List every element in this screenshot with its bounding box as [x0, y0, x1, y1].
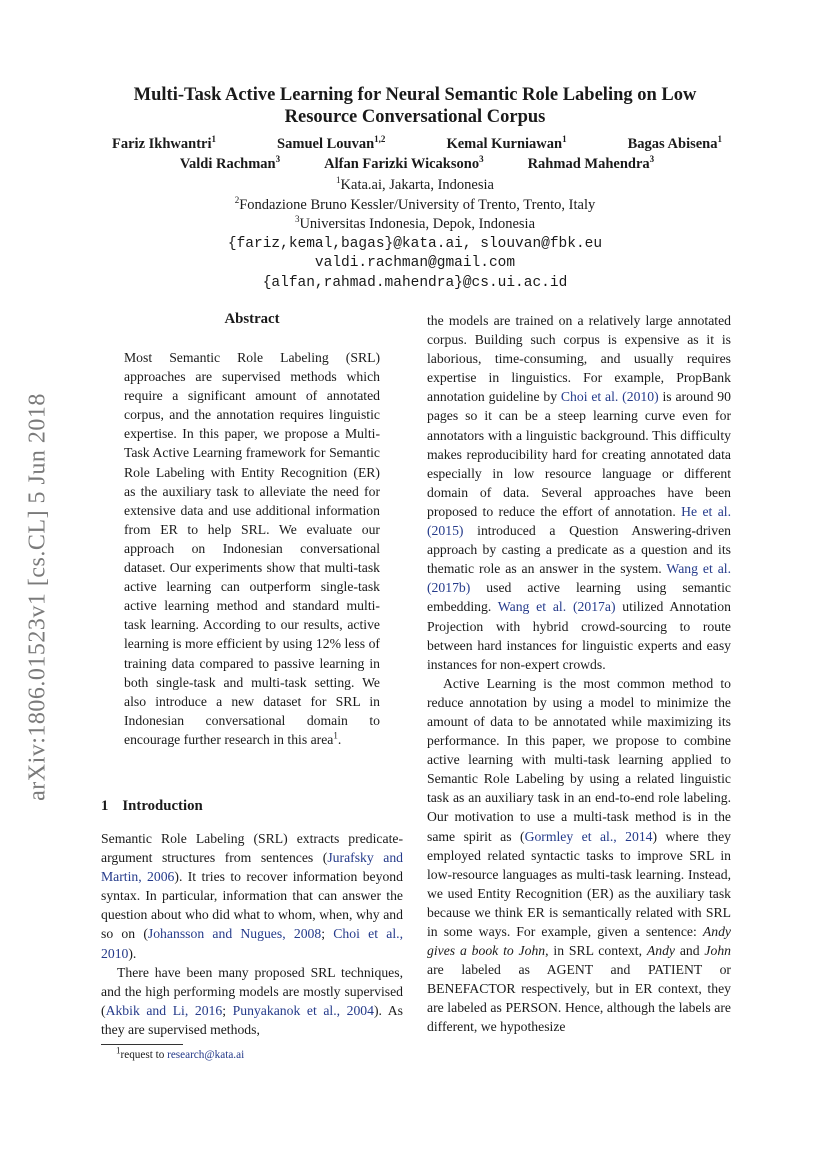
email-line: {fariz,kemal,bagas}@kata.ai, slouvan@fbk.eu [227, 235, 603, 252]
author: Samuel Louvan$^{1,2}$ [277, 134, 386, 152]
email-line: valdi.rachman@gmail.com [314, 255, 516, 271]
citation-link[interactable]: Wang et al. (2017b) [427, 561, 731, 596]
intro-paragraph-1: Semantic Role Labeling (SRL) extracts predicate-argument structures from sentences (Jurafsky and Martin, 2006). It tries to recover information beyond syntax. In particular, information that can answer the question about who did what to whom, when, why and so on (Johansson and Nugues, 2008; Choi et al., 2010). There have been many proposed SRL techniques, and the high performing models are mostly supervised (Akbik and Li, 2016; Punyakanok et al., 2004). As they are supervised methods, [101, 831, 404, 1037]
title-line-1: Multi-Task Active Learning for Neural Semantic Role Labeling on Low [133, 85, 697, 105]
citation-link[interactable]: He et al. (2015) [427, 503, 731, 539]
footnote: $^1$request to research@kata.ai [116, 1045, 245, 1061]
author-list-row-2 [112, 156, 722, 173]
author: Valdi Rachman$^3$ [179, 154, 281, 172]
citation-link[interactable]: Punyakanok et al., 2004 [232, 1002, 374, 1018]
citation-link[interactable]: Jurafsky and Martin, 2006 [101, 850, 404, 885]
citation-link[interactable]: Choi et al. (2010) [560, 389, 659, 405]
email-line: {alfan,rahmad.mahendra}@cs.ui.ac.id [262, 274, 568, 291]
author: Kemal Kurniawan$^1$ [446, 134, 567, 152]
affiliation: $^2$Fondazione Bruno Kessler/University of Trento, Trento, Italy [234, 194, 596, 213]
title-line-2: Resource Conversational Corpus [284, 107, 546, 127]
paper-title [90, 84, 740, 128]
citation-link[interactable]: Akbik and Li, 2016 [105, 1002, 223, 1018]
citation-link[interactable]: Gormley et al., 2014 [524, 828, 653, 844]
author: Fariz Ikhwantri$^1$ [112, 134, 216, 152]
affiliation: $^1$Kata.ai, Jakarta, Indonesia [336, 175, 494, 193]
author: Alfan Farizki Wicaksono$^3$ [324, 154, 484, 172]
email-link[interactable]: research@kata.ai [167, 1049, 245, 1061]
author-list [112, 136, 722, 153]
author: Bagas Abisena$^1$ [627, 134, 722, 152]
footnote-rule [101, 1044, 183, 1045]
affiliations [90, 176, 740, 293]
citation-link[interactable]: Choi et al., 2010 [101, 926, 403, 961]
affiliation: $^3$Universitas Indonesia, Depok, Indonesia [294, 214, 536, 232]
section-heading: 1 Introduction [101, 798, 203, 814]
author: Rahmad Mahendra$^3$ [527, 154, 655, 172]
arxiv-stamp: arXiv:1806.01523v1 [cs.CL] 5 Jun 2018 [24, 393, 51, 801]
citation-link[interactable]: Wang et al. (2017a) [497, 599, 616, 615]
abstract-heading: Abstract [224, 311, 280, 327]
citation-link[interactable]: Johansson and Nugues, 2008 [147, 926, 322, 942]
abstract-body: Most Semantic Role Labeling (SRL) approaches are supervised methods which require a significant amount of annotated corpus, and the annotation requires linguistic expertise. In this paper, we propose a Multi-Task Active Learning framework for Semantic Role Labeling with Entity Recognition (ER) as the auxiliary task to alleviate the need for extensive data and use additional information from ER to help SRL. We evaluate our approach on Indonesian conversational dataset. Our experiments show that multi-task active learning can outperform single-task active learning method and standard multi-task learning. According to our results, active learning is more efficient by using 12% less of training data compared to passive learning in both single-task and multi-task setting. We also introduce a new dataset for SRL in Indonesian conversational domain to encourage further research in this area$^1$. [124, 350, 380, 747]
right-column: the models are trained on a relatively large annotated corpus. Building such corpus is expensive as it is laborious, time-consuming, and usually requires expertise in linguistics. For example, PropBank annotation guideline by Choi et al. (2010) is around 90 pages so it can be a steep learning curve even for annotators with a linguistic background. This difficulty makes reproducibility hard for creating annotated data especially in low resource language or different domain of data. Several approaches have been proposed to reduce the effort of annotation. He et al. (2015) introduced a Question Answering-driven approach by casting a predicate as a question and its thematic role as an answer in the system. Wang et al. (2017b) used active learning using semantic embedding. Wang et al. (2017a) utilized Annotation Projection with hybrid crowd-sourcing to route between hard instances for linguistic experts and easy instances for non-expert crowds. Active Learning is the most common method to reduce annotation by using a model to minimize the amount of data to be annotated while maximizing its performance. In this paper, we propose to combine active learning with multi-task learning applied to Semantic Role Labeling by using a related linguistic task as an auxiliary task in an end-to-end role labeling. Our motivation to use a multi-task method is in the same spirit as (Gormley et al., 2014) where they employed related syntactic tasks to improve SRL in low-resource languages as multi-task learning. Instead, we used Entity Recognition (ER) as the auxiliary task because we think ER is semantically related with SRL in some ways. For example, given a sentence: Andy gives a book to John, in SRL context, Andy and John are labeled as AGENT and PATIENT or BENEFACTOR respectively, but in ER context, they are labeled as PERSON. Hence, although the labels are different, we hypothesize [427, 313, 732, 1035]
